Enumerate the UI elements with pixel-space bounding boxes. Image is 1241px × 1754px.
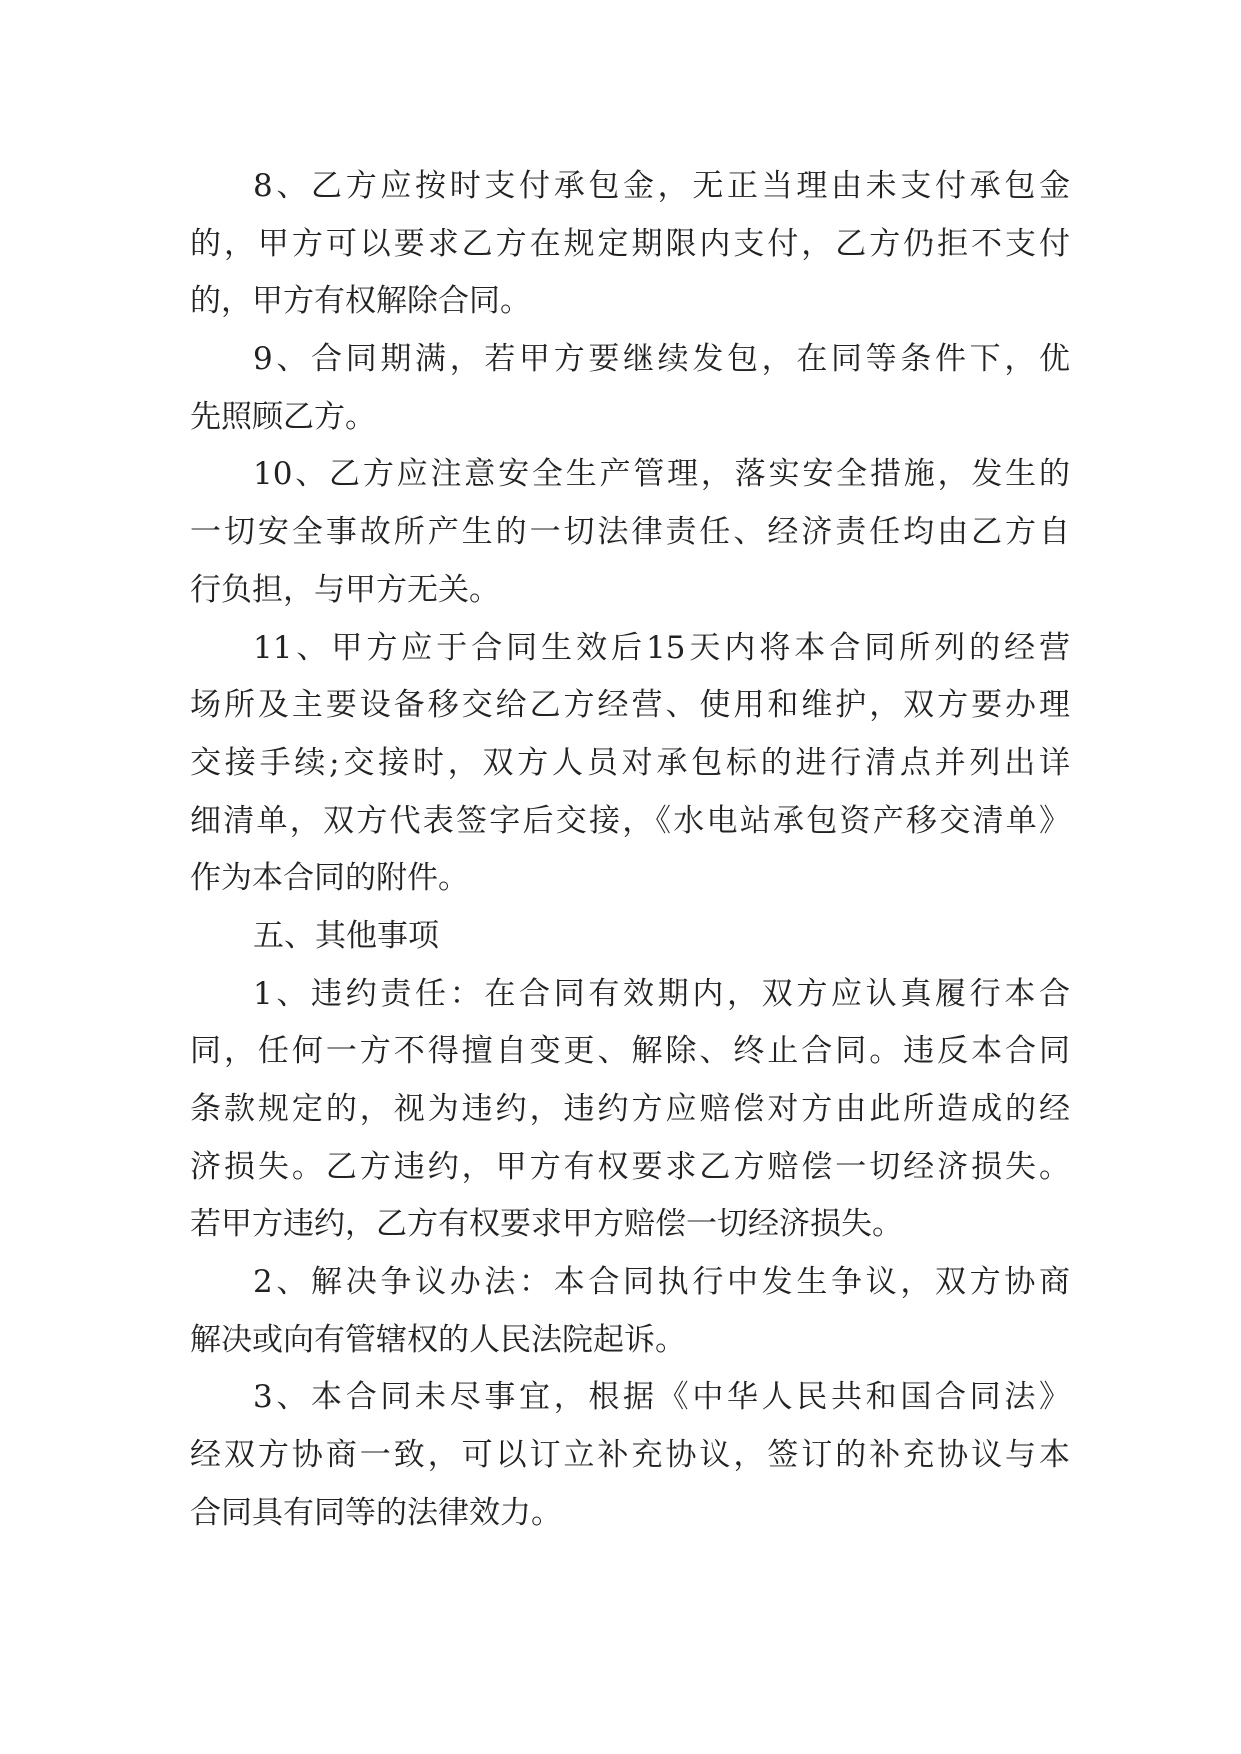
item-1-line-2: 同，任何一方不得擅自变更、解除、终止合同。违反本合同 xyxy=(190,1033,1070,1070)
item-2-line-1: 2、解决争议办法：本合同执行中发生争议，双方协商 xyxy=(253,1264,1070,1301)
item-1-line-1: 1、违约责任：在合同有效期内，双方应认真履行本合 xyxy=(253,975,1070,1012)
item-2-line-2: 解决或向有管辖权的人民法院起诉。 xyxy=(190,1321,686,1358)
clause-9-line-1: 9、合同期满，若甲方要继续发包，在同等条件下，优 xyxy=(253,341,1070,378)
clause-8-line-3: 的，甲方有权解除合同。 xyxy=(190,283,531,320)
clause-11-line-5: 作为本合同的附件。 xyxy=(190,860,469,897)
clause-11-line-2: 场所及主要设备移交给乙方经营、使用和维护，双方要办理 xyxy=(190,687,1070,724)
item-1-line-5: 若甲方违约，乙方有权要求甲方赔偿一切经济损失。 xyxy=(190,1206,903,1243)
clause-10-line-2: 一切安全事故所产生的一切法律责任、经济责任均由乙方自 xyxy=(190,514,1070,551)
item-3-line-1: 3、本合同未尽事宜，根据《中华人民共和国合同法》 xyxy=(253,1379,1070,1416)
clause-11-line-3: 交接手续;交接时，双方人员对承包标的进行清点并列出详 xyxy=(190,744,1070,781)
document-body xyxy=(190,158,1070,1543)
clause-8-line-1: 8、乙方应按时支付承包金，无正当理由未支付承包金 xyxy=(253,168,1070,204)
clause-9-line-2: 先照顾乙方。 xyxy=(190,398,376,435)
item-3-line-3: 合同具有同等的法律效力。 xyxy=(190,1494,562,1531)
clause-10-line-3: 行负担，与甲方无关。 xyxy=(190,571,500,608)
clause-11-line-1: 11、甲方应于合同生效后15天内将本合同所列的经营 xyxy=(253,629,1070,666)
clause-10-line-1: 10、乙方应注意安全生产管理，落实安全措施，发生的 xyxy=(253,456,1070,493)
item-1-line-3: 条款规定的，视为违约，违约方应赔偿对方由此所造成的经 xyxy=(190,1091,1070,1127)
clause-11-line-4: 细清单，双方代表签字后交接，《水电站承包资产移交清单》 xyxy=(190,802,1070,839)
item-1-line-4: 济损失。乙方违约，甲方有权要求乙方赔偿一切经济损失。 xyxy=(190,1148,1070,1185)
clause-8-line-2: 的，甲方可以要求乙方在规定期限内支付，乙方仍拒不支付 xyxy=(190,225,1070,262)
item-3-line-2: 经双方协商一致，可以订立补充协议，签订的补充协议与本 xyxy=(190,1437,1070,1474)
section-heading-other-matters: 五、其他事项 xyxy=(253,917,439,954)
